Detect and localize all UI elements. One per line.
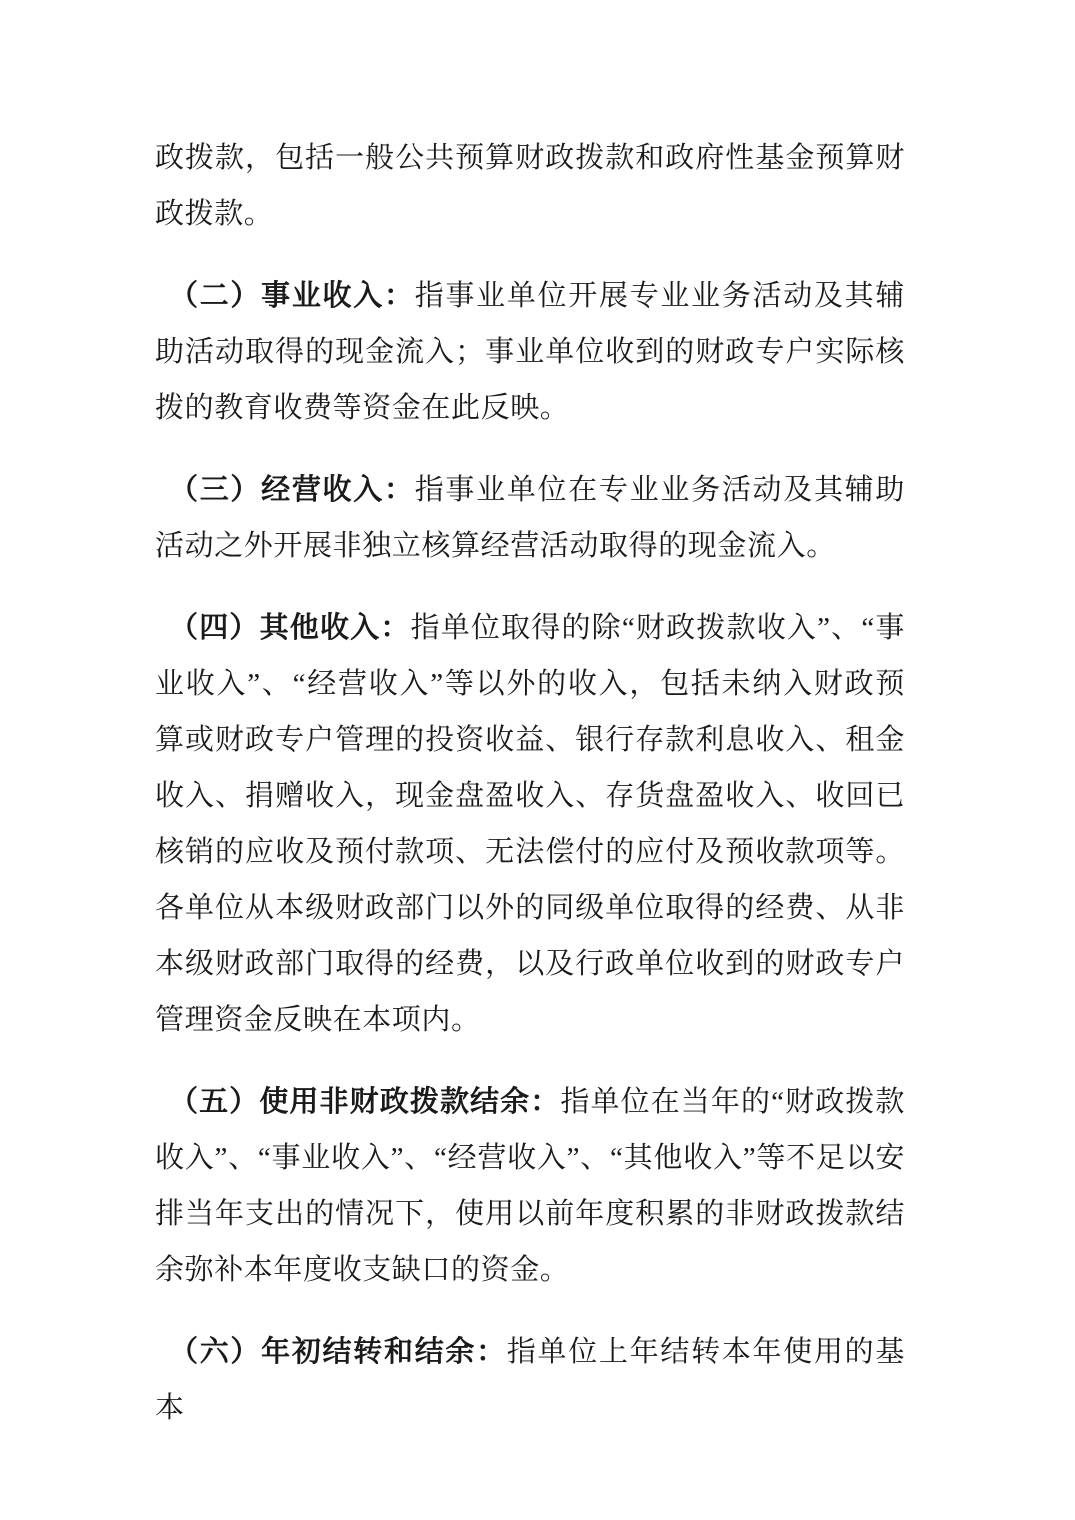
paragraph-item-5	[155, 1074, 905, 1298]
paragraph-item-6	[155, 1324, 905, 1436]
paragraph-text: 指事业单位在专业业务活动及其辅助活动之外开展非独立核算经营活动取得的现金流入。	[155, 474, 905, 562]
paragraph-text: 指单位上年结转本年使用的基本	[155, 1336, 905, 1424]
paragraph-label: （五）使用非财政拨款结余：	[169, 1086, 561, 1118]
paragraph-item-4	[155, 600, 905, 1048]
paragraph-label: （四）其他收入：	[169, 612, 411, 644]
paragraph-label: （三）经营收入：	[169, 474, 415, 506]
paragraph-continuation	[155, 130, 905, 242]
paragraph-text: 指单位在当年的“财政拨款收入”、“事业收入”、“经营收入”、“其他收入”等不足以安排当年支出的情况下，使用以前年度积累的非财政拨款结余弥补本年度收支缺口的资金。	[155, 1086, 905, 1286]
paragraph-label: （六）年初结转和结余：	[169, 1336, 507, 1368]
paragraph-label: （二）事业收入：	[169, 280, 415, 312]
paragraph-item-3	[155, 462, 905, 574]
paragraph-text: 指事业单位开展专业业务活动及其辅助活动取得的现金流入；事业单位收到的财政专户实际核拨的教育收费等资金在此反映。	[155, 280, 905, 424]
paragraph-text: 指单位取得的除“财政拨款收入”、“事业收入”、“经营收入”等以外的收入，包括未纳入财政预算或财政专户管理的投资收益、银行存款利息收入、租金收入、捐赠收入，现金盘盈收入、存货盘盈收入、收回已核销的应收及预付款项、无法偿付的应付及预收款项等。各单位从本级财政部门以外的同级单位取得的经费、从非本级财政部门取得的经费，以及行政单位收到的财政专户管理资金反映在本项内。	[155, 612, 905, 1036]
paragraph-text: 政拨款，包括一般公共预算财政拨款和政府性基金预算财政拨款。	[155, 142, 905, 230]
paragraph-item-2	[155, 268, 905, 436]
